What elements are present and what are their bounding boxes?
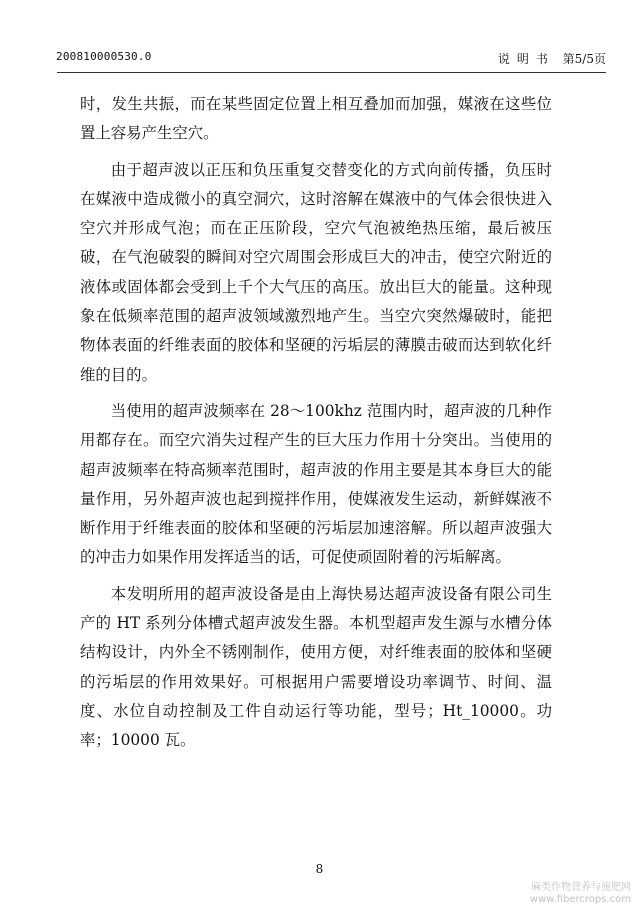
paragraph-continuation: 时，发生共振，而在某些固定位置上相互叠加而加强，媒液在这些位置上容易产生空穴。 [80, 95, 552, 143]
page-label: 第5/5页 [562, 52, 606, 66]
document-body [80, 90, 552, 763]
header-divider [57, 72, 606, 73]
watermark-url: www.fibercrops.com [529, 894, 631, 905]
watermark-site-name: 麻类作物营养与施肥网 [531, 882, 631, 893]
paragraph-equipment: 本发明所用的超声波设备是由上海快易达超声波设备有限公司生产的 HT 系列分体槽式超声波发生器。本机型超声发生源与水槽分体结构设计，内外全不锈刚制作，使用方便，对纤维表面的胶体和坚硬的污垢层的作用效果好。可根据用户需要增设功率调节、时间、温度、水位自动控制及工件自动运行等功能，型号；Ht_10000。功率；10000 瓦。 [80, 584, 552, 750]
watermark [530, 882, 631, 906]
paragraph-cavitation: 由于超声波以正压和负压重复交替变化的方式向前传播，负压时在媒液中造成微小的真空洞穴，这时溶解在媒液中的气体会很快进入空穴并形成气泡；而在正压阶段，空穴气泡被绝热压缩，最后被压破，在气泡破裂的瞬间对空穴周围会形成巨大的冲击，使空穴附近的液体或固体都会受到上千个大气压的高压。放出巨大的能量。这种现象在低频率范围的超声波领域激烈地产生。当空穴突然爆破时，能把物体表面的纤维表面的胶体和坚硬的污垢层的薄膜击破而达到软化纤维的目的。 [80, 160, 552, 384]
page-number: 8 [315, 862, 324, 876]
header-right [498, 50, 606, 67]
page-header [56, 50, 606, 70]
paragraph-frequency: 当使用的超声波频率在 28～100khz 范围内时，超声波的几种作用都存在。而空穴消失过程产生的巨大压力作用十分突出。当使用的超声波频率在特高频率范围时，超声波的作用主要是其本身巨大的能量作用，另外超声波也起到搅拌作用，使媒液发生运动，新鲜媒液不断作用于纤维表面的胶体和坚硬的污垢层加速溶解。所以超声波强大的冲击力如果作用发挥适当的话，可促使顽固附着的污垢解离。 [80, 401, 552, 567]
document-type-label: 说明书 [497, 52, 555, 66]
document-number: 200810000530.0 [56, 50, 152, 63]
